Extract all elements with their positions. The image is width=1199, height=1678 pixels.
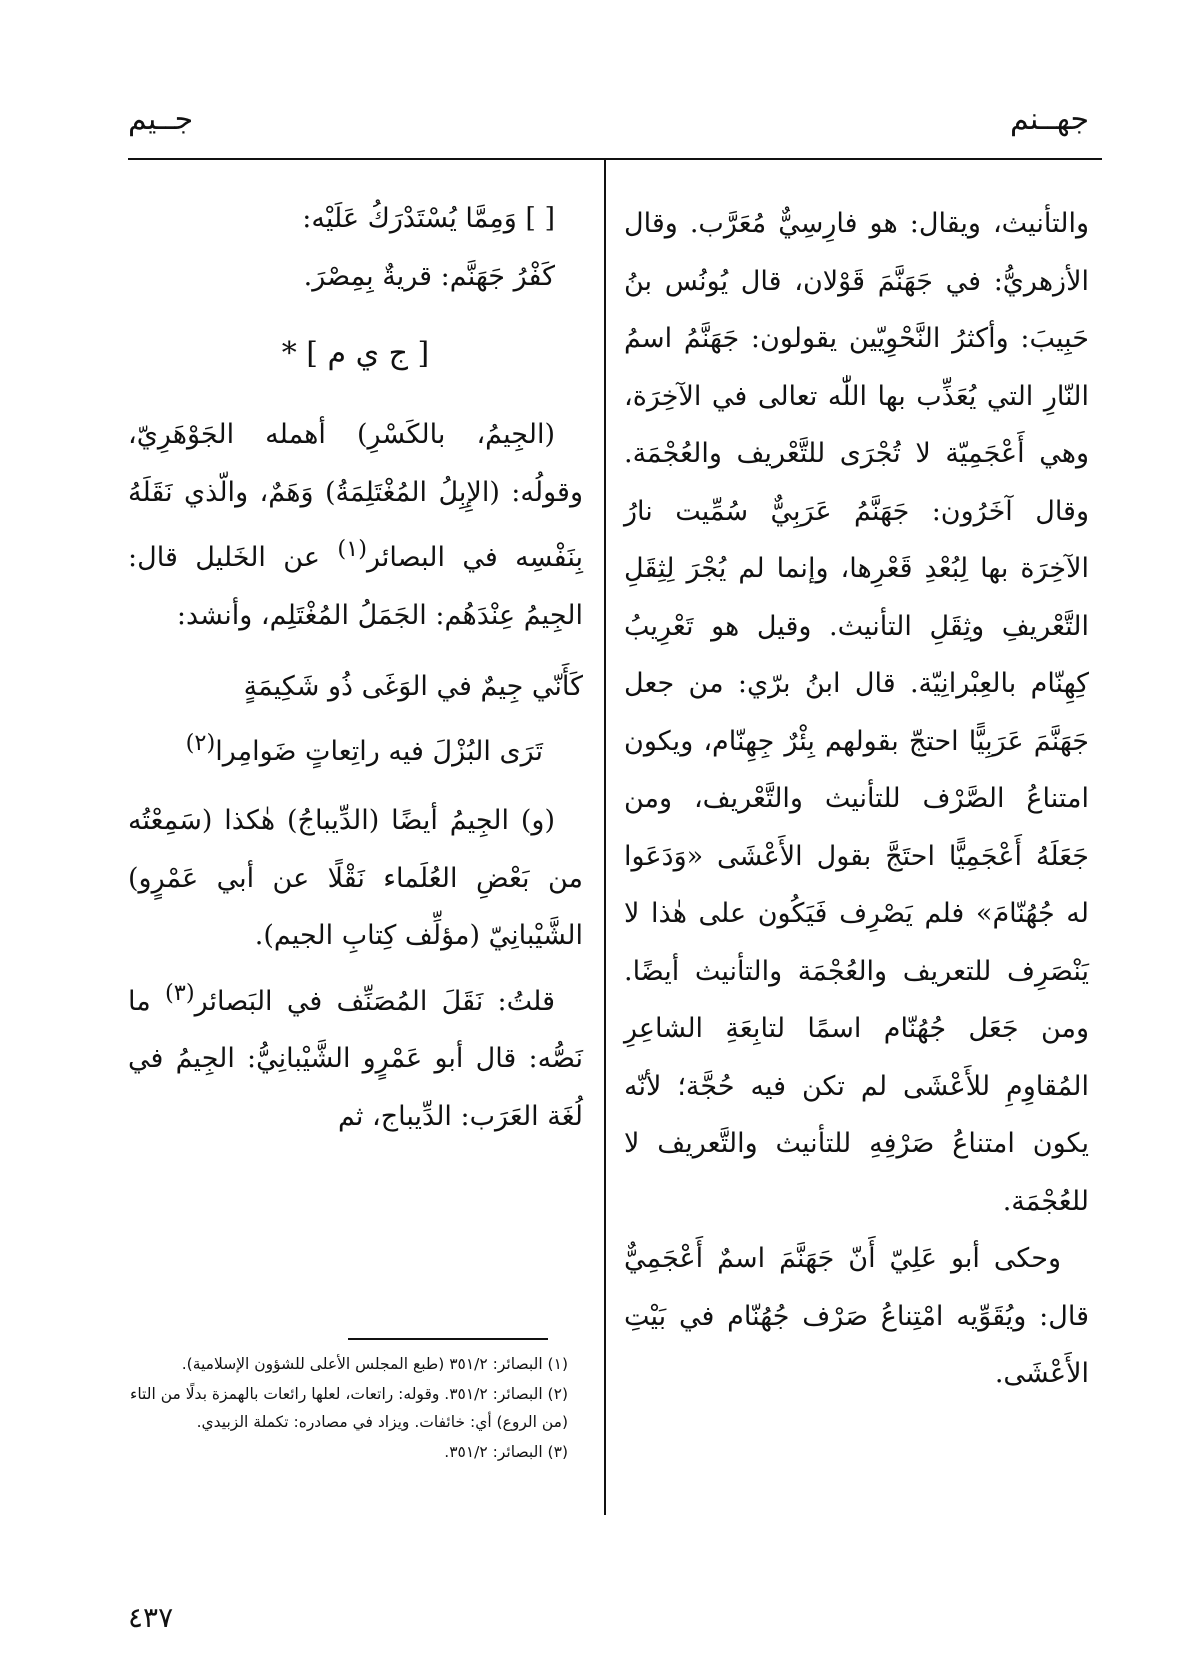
footnote-ref: (٢) [185, 730, 216, 756]
footnote: (٣) البصائر: ٣٥١/٢. [444, 1443, 568, 1461]
running-header-left: جــيم [128, 102, 194, 137]
running-header-right: جهــنم [1010, 102, 1089, 137]
entry-heading: [ ج ي م ] * [281, 336, 430, 371]
page-number: ٤٣٧ [128, 1601, 174, 1634]
footnote-rule [348, 1338, 548, 1340]
body-paragraph: والتأنيث، ويقال: هو فارِسِيٌّ مُعَرَّب. وقال الأزهريُّ: في جَهَنَّمَ قَوْلان، قال يُونُس بنُ حَبِيبَ: وأكثرُ النَّحْوِيّين يقولون: جَهَنَّمُ اسمُ النّارِ التي يُعَذِّب بها اللّٰه تعالى في الآخِرَة، وهي أَعْجَمِيّة لا تُجْرَى للتَّعْريف والعُجْمَة. وقال آخَرُون: جَهَنَّمُ عَرَبِيٌّ سُمِّيت نارُ الآخِرَة بها لِبُعْدِ قَعْرِها، وإنما لم يُجْرَ لِثِقَلِ التَّعْريفِ وثِقَلِ التأنيث. وقيل هو تَعْرِيبُ كِهِنّام بالعِبْرانِيّة. قال ابنُ برّي: من جعل جَهَنَّمَ عَرَبِيًّا احتجّ بقولهم بِئْرٌ جِهِنّام، ويكون امتناعُ الصَّرْف للتأنيث والتَّعْريف، ومن جَعَلَهُ أَعْجَمِيًّا احتَجَّ بقول الأَعْشَى «وَدَعَوا له جُهُنّامَ» فلم يَصْرِف فَيَكُون على هٰذا لا يَنْصَرِف للتعريف والعُجْمَة والتأنيث أيضًا. ومن جَعَل جُهُنّام اسمًا لتابِعَةِ الشاعِرِ المُقاوِمِ للأَعْشَى لم تكن فيه حُجَّة؛ لأنّه يكون امتناعُ صَرْفِهِ للتأنيث والتَّعريف لا للعُجْمَة. [624, 208, 1089, 1217]
verse-text: تَرَى البُزْلَ فيه راتِعاتٍ ضَوامِرا [215, 736, 543, 767]
column-divider [604, 158, 606, 1515]
verse-hemistich: كَأَنّي جِيمٌ في الوَغَى ذُو شَكِيمَةٍ [243, 671, 583, 702]
entry-paragraph [128, 965, 583, 1146]
footnote-ref: (١) [337, 536, 368, 562]
addendum-text: كَفْرُ جَهَنَّم: قريةٌ بِمِصْرَ. [303, 260, 555, 292]
footnote: (١) البصائر: ٣٥١/٢ (طبع المجلس الأعلى للشؤون الإسلامية). [181, 1355, 568, 1373]
verse [128, 658, 583, 780]
body-paragraph: وحكى أبو عَلِيّ أَنّ جَهَنَّمَ اسمٌ أَعْجَمِيٌّ قال: ويُقَوِّيه امْتِناعُ صَرْف جُهُنّام في بَيْتِ الأَعْشَى. [624, 1243, 1089, 1389]
left-column [128, 190, 583, 1145]
footnotes [128, 1348, 568, 1468]
verse-hemistich [128, 715, 583, 780]
addendum-title: [ ] وَمِمَّا يُسْتَدْرَكُ عَلَيْه: [302, 203, 555, 234]
paragraph-text: (الجِيمُ، بالكَسْرِ) أهمله الجَوْهَرِيّ، وقولُه: (الإِبِلُ المُغْتَلِمَةُ) وَهَمٌ، والّذي نَقَلَهُ بِنَفْسِه في البصائر [128, 419, 584, 573]
right-column [624, 195, 1089, 1403]
entry-paragraph [128, 406, 583, 644]
footnote: (٢) البصائر: ٣٥١/٢. وقوله: راتعات، لعلها رائعات بالهمزة بدلًا من التاء (من الروع) أي: خائفات. ويزاد في مصادره: تكملة الزبيدي. [130, 1385, 568, 1431]
header-rule [128, 158, 1102, 160]
footnote-ref: (٣) [164, 979, 195, 1006]
entry-paragraph: (و) الجِيمُ أيضًا (الدِّيباجُ) هٰكذا (سَمِعْتُه من بَعْضِ العُلَماء نَقْلًا عن أبي عَمْرٍو) الشَّيْبانِيّ (مؤلِّف كِتابِ الجيم). [128, 805, 583, 951]
paragraph-text: ما نَصُّه: قال أبو عَمْرٍو الشَّيْبانِيُّ: الجِيمُ في لُغَة العَرَب: الدِّيباج، ثم [128, 985, 583, 1132]
paragraph-text: عن الخَليل قال: الجِيمُ عِنْدَهُم: الجَمَلُ المُغْتَلِم، وأنشد: [128, 542, 583, 631]
paragraph-text: قلتُ: نَقَلَ المُصَنِّف في البَصائر [194, 985, 555, 1017]
